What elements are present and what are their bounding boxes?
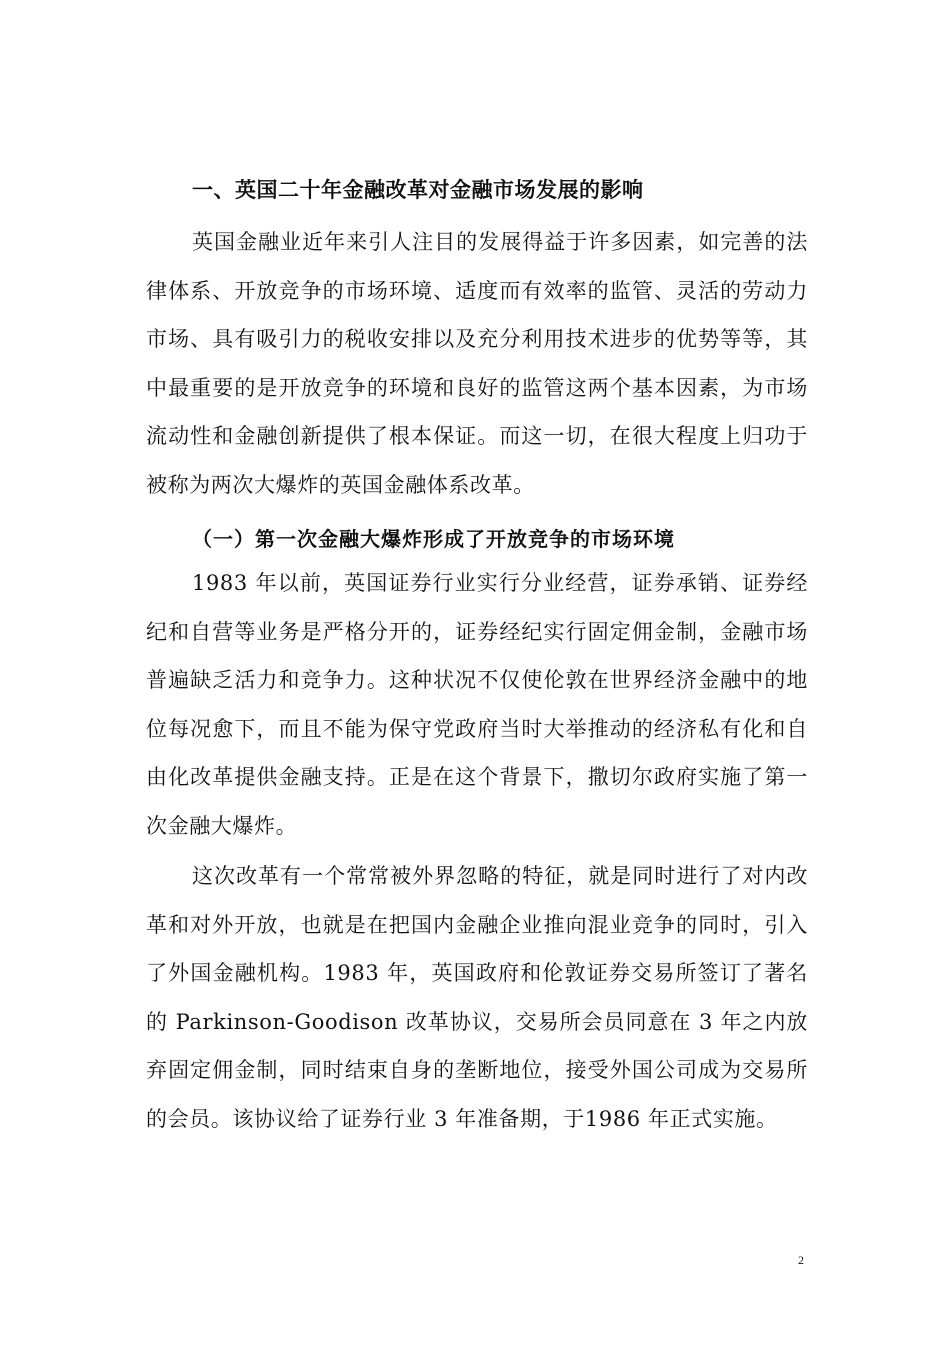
paragraph-reform-features: 这次改革有一个常常被外界忽略的特征，就是同时进行了对内改革和对外开放，也就是在把国内金融企业推向混业竞争的同时，引入了外国金融机构。1983 年，英国政府和伦敦证券交易所签订了著名的 Parkinson-Goodison 改革协议，交易所会员同意在 3 年之内放弃固定佣金制，同时结束自身的垄断地位，接受外国公司成为交易所的会员。该协议给了证券行业 3 年准备期，于1986 年正式实施。 [146, 864, 808, 1131]
subsection-heading: （一）第一次金融大爆炸形成了开放竞争的市场环境 [192, 527, 675, 551]
section-heading: 一、英国二十年金融改革对金融市场发展的影响 [192, 178, 644, 202]
paragraph-factors: 英国金融业近年来引人注目的发展得益于许多因素，如完善的法律体系、开放竞争的市场环境、适度而有效率的监管、灵活的劳动力市场、具有吸引力的税收安排以及充分利用技术进步的优势等等，其中最重要的是开放竞争的环境和良好的监管这两个基本因素，为市场流动性和金融创新提供了根本保证。而这一切，在很大程度上归功于被称为两次大爆炸的英国金融体系改革。 [146, 230, 808, 497]
page-number: 2 [798, 1253, 804, 1267]
paragraph-before-1983: 1983 年以前，英国证券行业实行分业经营，证券承销、证券经纪和自营等业务是严格分开的，证券经纪实行固定佣金制，金融市场普遍缺乏活力和竞争力。这种状况不仅使伦敦在世界经济金融中的地位每况愈下，而且不能为保守党政府当时大举推动的经济私有化和自由化改革提供金融支持。正是在这个背景下，撒切尔政府实施了第一次金融大爆炸。 [146, 571, 808, 838]
page-content [146, 170, 808, 1143]
